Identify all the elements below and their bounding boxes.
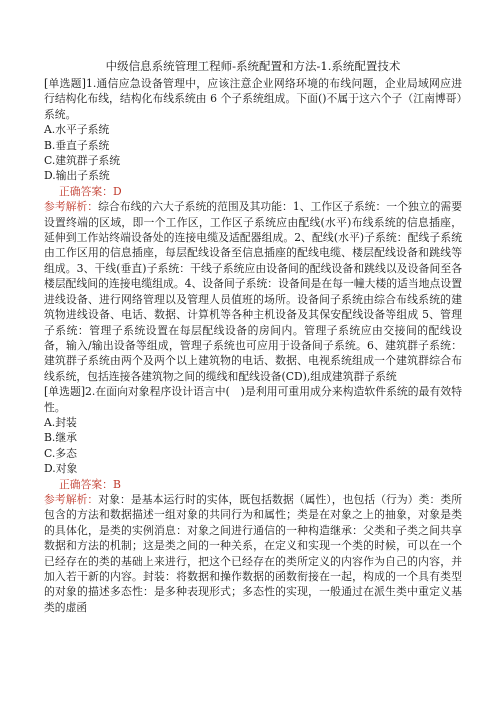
correct-answer <box>44 184 462 199</box>
analysis-label: 参考解析： <box>44 492 99 506</box>
question-stem <box>44 76 462 122</box>
question-1 <box>44 76 462 384</box>
question-text: 1.通信应急设备管理中，应该注意企业网络环境的布线问题，企业局域网应进行结构化布线，结构化布线系统由 6 个子系统组成。下面()不属于这六个子（江南博哥）系统。 <box>44 77 462 121</box>
analysis <box>44 492 462 615</box>
option-d: D.对象 <box>44 462 78 476</box>
option-b: B.继承 <box>44 431 77 445</box>
analysis-label: 参考解析： <box>44 200 99 214</box>
document-page <box>44 58 462 615</box>
option-a: A.封装 <box>44 415 77 429</box>
option-a: A.水平子系统 <box>44 123 110 137</box>
document-title: 中级信息系统管理工程师-系统配置和方法-1.系统配置技术 <box>105 59 401 73</box>
analysis <box>44 199 462 384</box>
option-b: B.垂直子系统 <box>44 138 110 152</box>
correct-answer <box>44 477 462 492</box>
answer-label: 正确答案： <box>59 477 113 491</box>
analysis-text: 综合布线的六大子系统的范围及其功能：1、工作区子系统：一个独立的需要设置终端的区域，即一个工作区，工作区子系统应由配线(水平)布线系统的信息插座，延伸到工作站终端设备处的连接电缆及适配器组成。2、配线(水平)子系统：配线子系统由工作区用的信息插座，每层配线设备至信息插座的配线电缆、楼层配线设备和跳线等组成。3、干线(垂直)子系统：干线子系统应由设备间的配线设备和跳线以及设备间至各楼层配线间的连接电缆组成。4、设备间子系统：设备间是在每一幢大楼的适当地点设置进线设备、进行网络管理以及管理人员值班的场所。设备间子系统由综合布线系统的建筑物进线设备、电话、数据、计算机等各种主机设备及其保安配线设备等组成 5、管理子系统：管理子系统设置在每层配线设备的房间内。管理子系统应由交接间的配线设备，输入/输出设备等组成，管理子系统也可应用于设备间子系统。6、建筑群子系统：建筑群子系统由两个及两个以上建筑物的电话、数据、电视系统组成一个建筑群综合布线系统，包括连接各建筑物之间的缆线和配线设备(CD),组成建筑群子系统 <box>44 200 463 383</box>
question-2 <box>44 384 462 615</box>
question-type-tag: [单选题] <box>44 77 86 90</box>
option-c: C.建筑群子系统 <box>44 154 121 168</box>
answer-value: D <box>112 184 122 198</box>
answer-value: B <box>112 477 121 491</box>
question-text: 2.在面向对象程序设计语言中( )是利用可重用成分来构造软件系统的最有效特性。 <box>44 385 462 414</box>
option-c: C.多态 <box>44 446 77 460</box>
option-d: D.输出子系统 <box>44 169 110 183</box>
answer-label: 正确答案： <box>59 184 113 198</box>
question-stem <box>44 384 462 415</box>
question-type-tag: [单选题] <box>44 385 86 399</box>
analysis-text: 对象：是基本运行时的实体，既包括数据（属性），也包括（行为）类：类所包含的方法和数据描述一组对象的共同行为和属性；类是在对象之上的抽象，对象是类的具体化，是类的实例消息：对象之间进行通信的一种构造继承：父类和子类之间共享数据和方法的机制；这是类之间的一种关系，在定义和实现一个类的时候，可以在一个已经存在的类的基础上来进行，把这个已经存在的类所定义的内容作为自己的内容，并加入若干新的内容。封装：将数据和操作数据的函数衔接在一起，构成的一个具有类型的对象的描述多态性：是多种表现形式；多态性的实现，一般通过在派生类中重定义基类的虚函 <box>44 492 462 614</box>
